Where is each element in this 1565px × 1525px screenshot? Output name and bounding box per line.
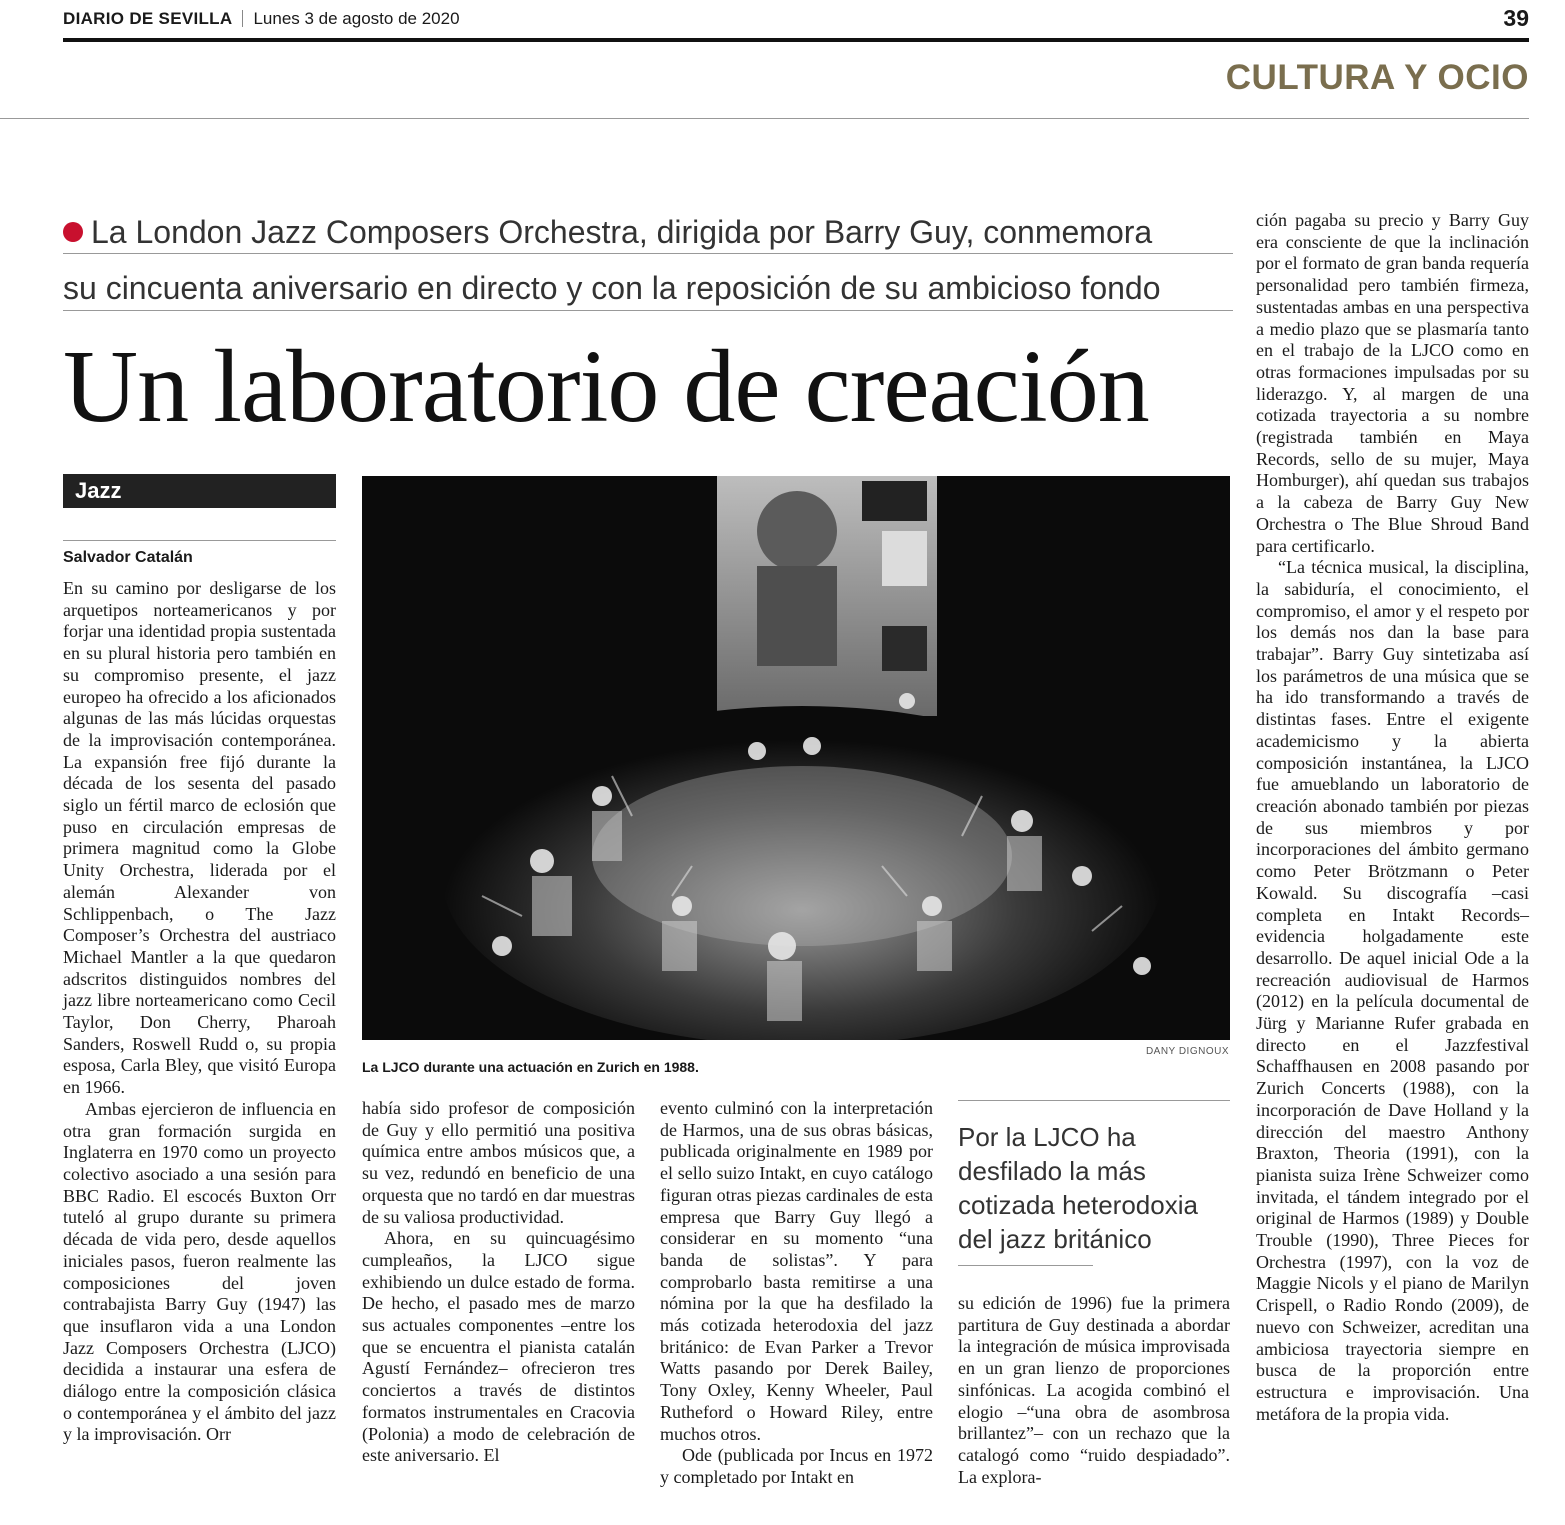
kicker-line-1 xyxy=(63,204,1233,260)
byline: Salvador Catalán xyxy=(63,549,193,566)
tag-rule xyxy=(63,540,336,541)
paragraph: su edición de 1996) fue la primera partitura de Guy destinada a abordar la integración de música improvisada en un gran lienzo de proporciones sinfónicas. La acogida combinó el elogio –“una obra de asombrosa brillantez”– con un rechazo que la catalogó como “ruido despiadado”. La explora- xyxy=(958,1293,1230,1487)
kicker-line-2: su cincuenta aniversario en directo y con la reposición de su ambicioso fondo xyxy=(63,270,1161,306)
masthead-divider xyxy=(242,10,243,27)
paragraph: Ahora, en su quincuagésimo cumpleaños, la LJCO sigue exhibiendo un dulce estado de forma. De hecho, el pasado mes de marzo sus actuales componentes –entre los que se encuentra el pianista catalán Agustí Fernández– ofrecieron tres conciertos a través de distintos formatos instrumentales en Cracovia (Polonia) a modo de celebración de este aniversario. El xyxy=(362,1228,635,1466)
issue-date: Lunes 3 de agosto de 2020 xyxy=(253,9,460,28)
newspaper-name: DIARIO DE SEVILLA xyxy=(63,9,233,28)
concert-photo xyxy=(362,476,1230,1040)
body-column-3 xyxy=(660,1098,933,1489)
header-rule xyxy=(63,38,1529,42)
paragraph: Ode (publicada por Incus en 1972 y completado por Intakt en xyxy=(660,1445,933,1487)
section-rule xyxy=(0,118,1529,119)
kicker-text-1: La London Jazz Composers Orchestra, dirigida por Barry Guy, conmemora xyxy=(91,214,1153,250)
pull-quote-top-rule xyxy=(958,1100,1230,1101)
headline: Un laboratorio de creación xyxy=(63,329,1149,444)
orchestra-photo-illustration xyxy=(362,476,1230,1040)
topic-tag: Jazz xyxy=(63,474,336,508)
kicker-rule-bottom xyxy=(63,310,1233,311)
photo-caption: La LJCO durante una actuación en Zurich en 1988. xyxy=(362,1059,699,1075)
photo-credit: DANY DIGNOUX xyxy=(1145,1046,1229,1057)
pull-quote-bottom-rule xyxy=(958,1265,1093,1266)
paragraph: ción pagaba su precio y Barry Guy era consciente de que la inclinación por el formato de gran banda requería personalidad pero también firmeza, sustentadas ambas en una perspectiva a medio plazo que se plasmaría tanto en el trabajo de la LJCO como en otras formaciones impulsadas por su liderazgo. Y, al margen de una cotizada trayectoria a su nombre (registrada también en Maya Records, sello de su mujer, Maya Homburger), ahí quedan sus trabajos a la cabeza de Barry Guy New Orchestra o The Blue Shroud Band para certificarlo. xyxy=(1256,210,1529,556)
pull-quote: Por la LJCO ha desfilado la más cotizada heterodoxia del jazz británico xyxy=(958,1122,1198,1254)
page-number: 39 xyxy=(1503,5,1529,31)
kicker-rule-middle xyxy=(63,253,1233,254)
body-column-1 xyxy=(63,578,336,1446)
kicker xyxy=(63,204,1233,316)
section-title: CULTURA Y OCIO xyxy=(1225,58,1529,97)
paragraph: “La técnica musical, la disciplina, la sabiduría, el conocimiento, el compromiso, el amor y el respeto por los demás nos dan la base para trabajar”. Barry Guy sintetizaba así los parámetros de una música que se ha ido transformando a través de distintas fases. Entre el exigente academicismo y la abierta composición instantánea, la LJCO fue amueblando un laboratorio de creación abonado también por piezas de sus miembros y por incorporaciones del ámbito germano como Peter Brötzmann o Peter Kowald. Su discografía –casi completa en Intakt Records– evidencia holgadamente este desarrollo. De aquel inicial Ode a la recreación audiovisual de Harmos (2012) en la película documental de Jürg y Marianne Rufer grabada en directo en el Jazzfestival Schaffhausen en 2008 pasando por Zurich Concerts (1988), con la incorporación de Dave Holland y la dirección del maestro Anthony Braxton, Theoria (1991), con la pianista suiza Irène Schweizer como invitada, el tándem integrado por el original de Harmos (1989) y Double Trouble (1990), Three Pieces for Orchestra (1997), con la voz de Maggie Nicols y el piano de Marilyn Crispell, o Radio Rondo (2009), de nuevo con Schweizer, acreditan una ambiciosa trayectoria siempre en busca de la proporción entre estructura e improvisación. Una metáfora de la propia vida. xyxy=(1256,557,1529,1424)
paragraph: Ambas ejercieron de influencia en otra gran formación surgida en Inglaterra en 1970 como un proyecto colectivo asociado a una sesión para BBC Radio. El escocés Buxton Orr tuteló al grupo durante su primera década de vida pero, desde aquellos iniciales pasos, fueron realmente las composiciones del joven contrabajista Barry Guy (1947) las que insuflaron vida a una London Jazz Composers Orchestra (LJCO) decidida a instaurar una esfera de diálogo entre la composición clásica o contemporánea y el ámbito del jazz y la improvisación. Orr xyxy=(63,1098,336,1445)
body-column-5 xyxy=(1256,210,1529,1425)
masthead xyxy=(63,9,460,29)
paragraph: En su camino por desligarse de los arquetipos norteamericanos y por forjar una identidad propia sustentada en su plural historia pero también en su compromiso presente, el jazz europeo ha ofrecido a los aficionados algunas de las más lúcidas orquestas de la improvisación contemporánea. La expansión free fijó durante la década de los sesenta del pasado siglo un fértil marco de eclosión que puso en circulación empresas de primera magnitud como la Globe Unity Orchestra, liderada por el alemán Alexander von Schlippenbach, o The Jazz Composer’s Orchestra del austriaco Michael Mantler a la que quedaron adscritos distinguidos nombres del jazz libre norteamericano como Cecil Taylor, Don Cherry, Pharoah Sanders, Roswell Rudd o, su propia esposa, Carla Bley, que visitó Europa en 1966. xyxy=(63,578,336,1098)
paragraph: había sido profesor de composición de Guy y ello permitió una positiva química entre ambos músicos que, a su vez, redundó en beneficio de una orquesta que no tardó en dar muestras de su valiosa productividad. xyxy=(362,1098,635,1227)
body-column-2 xyxy=(362,1098,635,1467)
paragraph: evento culminó con la interpretación de Harmos, una de sus obras básicas, publicada originalmente en 1989 por el sello suizo Intakt, en cuyo catálogo figuran otras piezas cardinales de esta empresa que Barry Guy llegó a considerar en su momento “una banda de solistas”. Y para comprobarlo basta remitirse a una nómina por la que ha desfilado la más cotizada heterodoxia del jazz británico: de Evan Parker a Trevor Watts pasando por Derek Bailey, Tony Oxley, Kenny Wheeler, Paul Rutheford o Howard Riley, entre muchos otros. xyxy=(660,1098,933,1444)
bullet-dot-icon xyxy=(63,222,83,242)
body-column-4 xyxy=(958,1293,1230,1488)
